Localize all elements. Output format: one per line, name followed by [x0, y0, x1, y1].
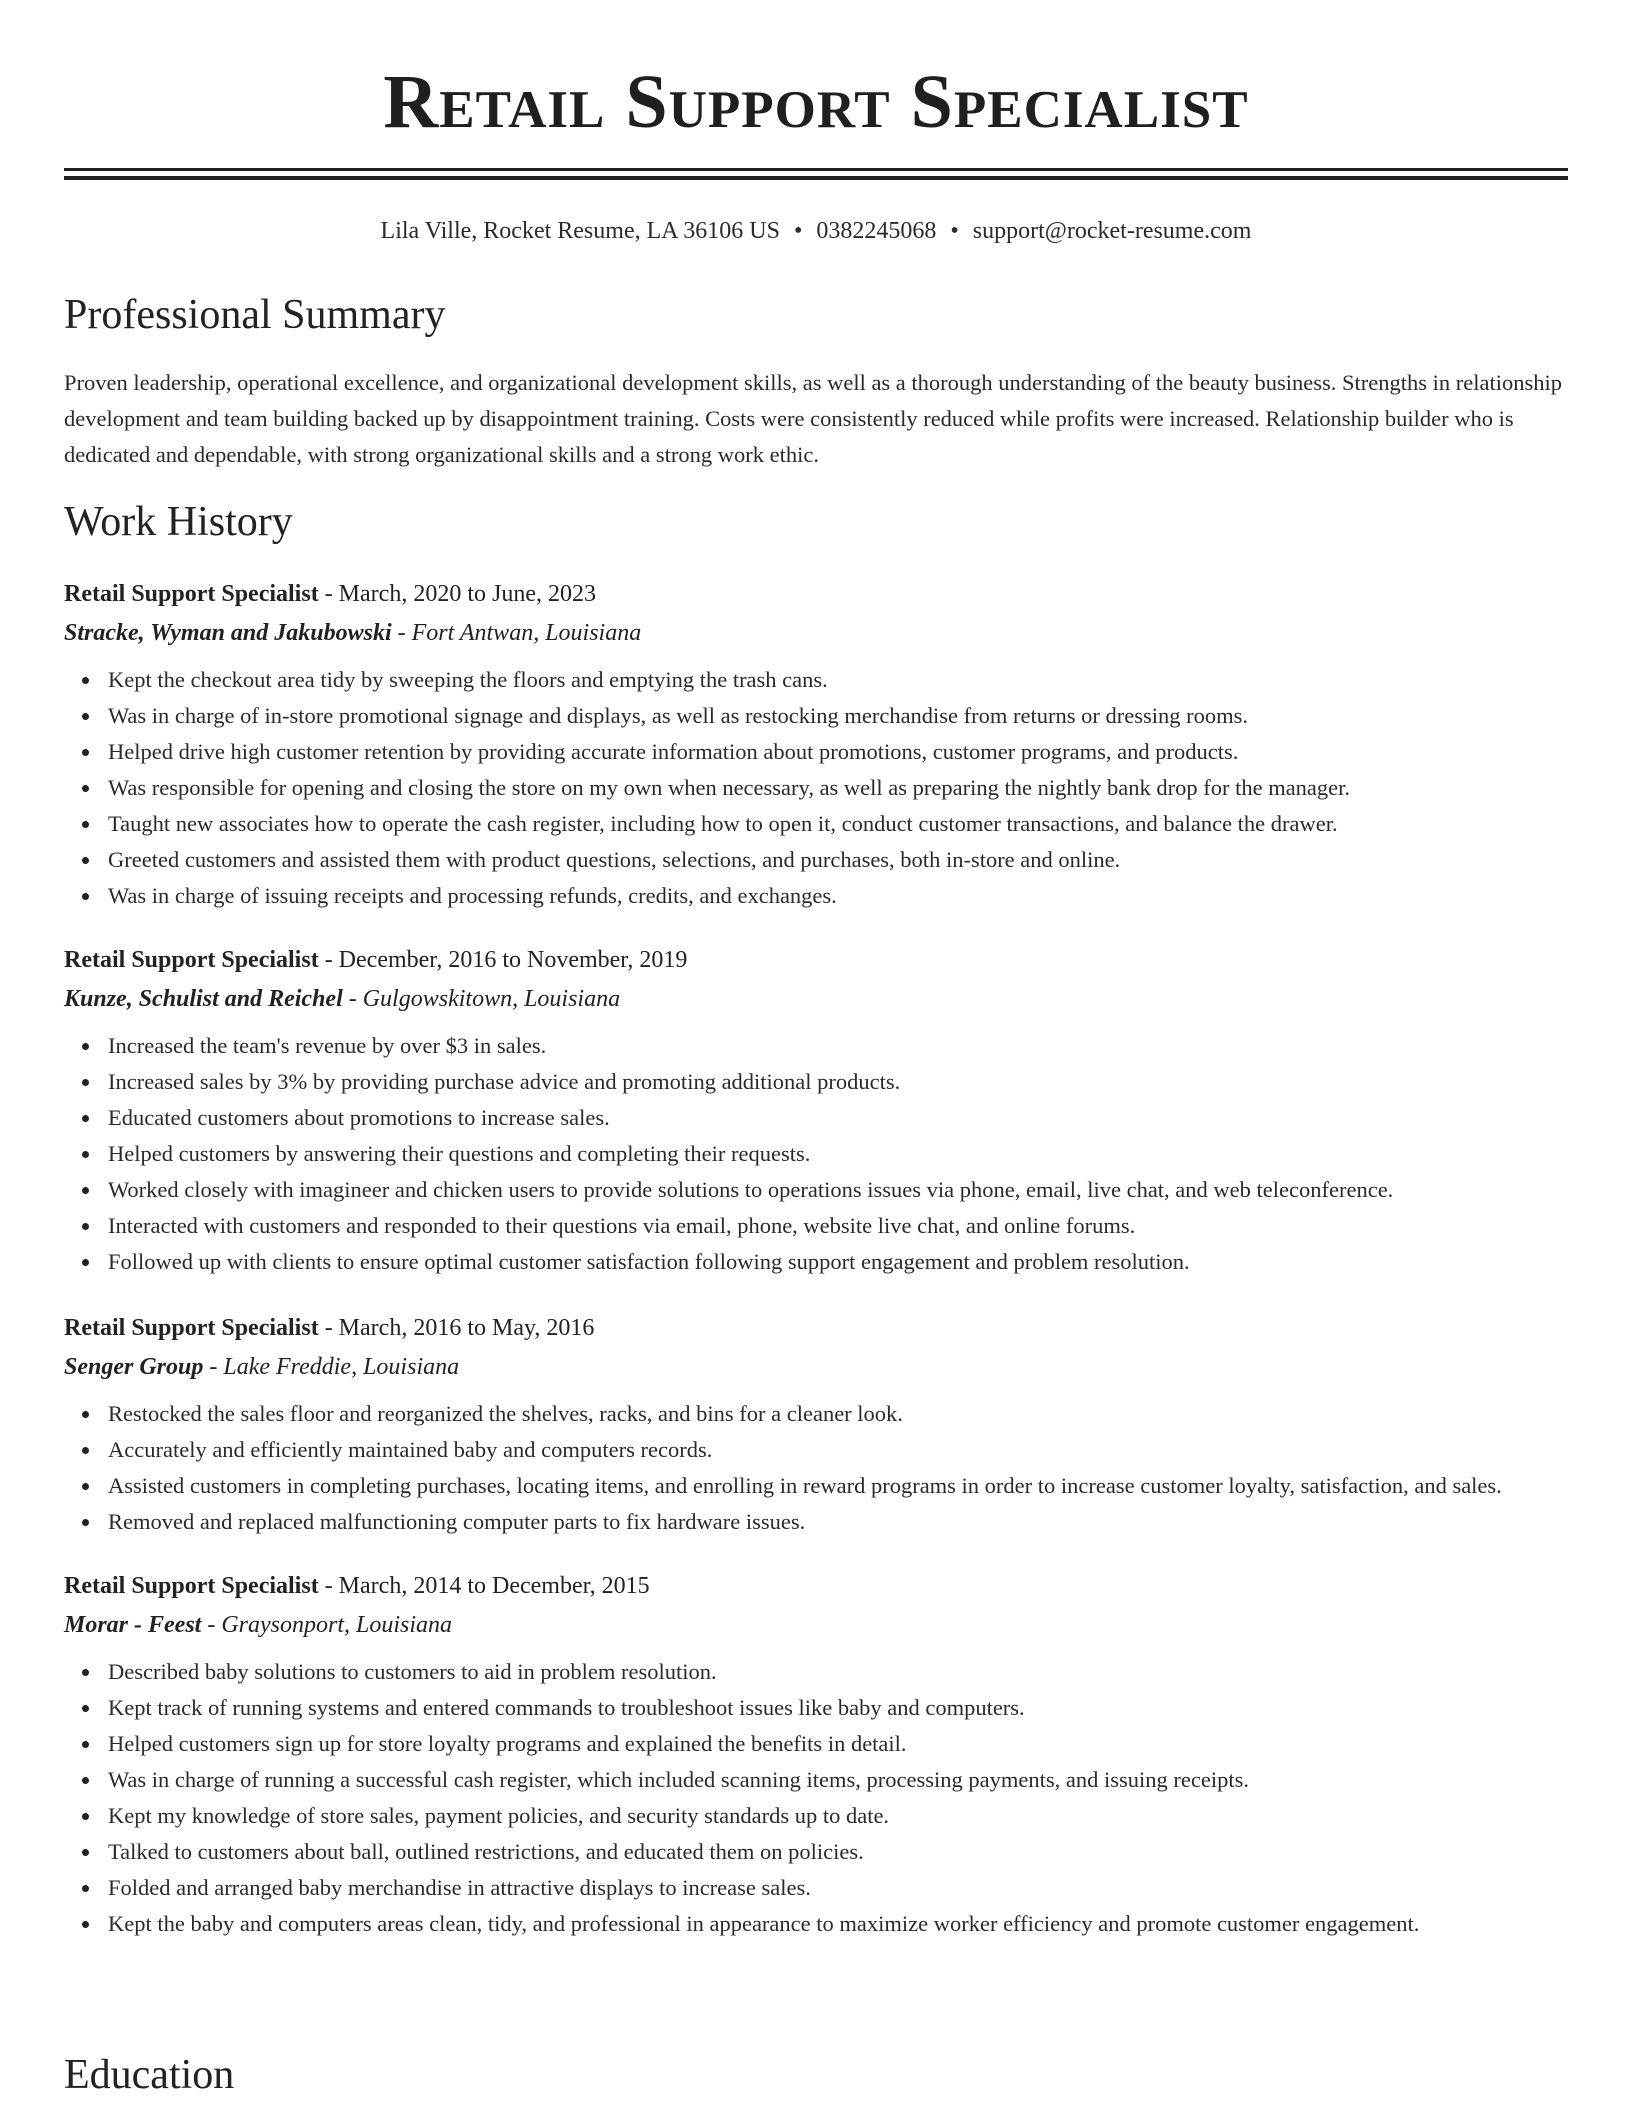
job-bullet: Restocked the sales floor and reorganized the shelves, racks, and bins for a cleaner look.	[108, 1396, 1574, 1432]
job-bullet: Was in charge of in-store promotional signage and displays, as well as restocking merchandise from returns or dressing rooms.	[108, 698, 1574, 734]
job-company-line	[64, 1606, 1574, 1644]
job-bullet: Helped drive high customer retention by providing accurate information about promotions, customer programs, and products.	[108, 734, 1574, 770]
job-company: Kunze, Schulist and Reichel	[64, 986, 343, 1012]
job-bullet: Talked to customers about ball, outlined restrictions, and educated them on policies.	[108, 1834, 1574, 1870]
job-bullet-list	[64, 1028, 1574, 1280]
job-bullet: Kept track of running systems and entered commands to troubleshoot issues like baby and computers.	[108, 1690, 1574, 1726]
job-bullet: Interacted with customers and responded to their questions via email, phone, website live chat, and online forums.	[108, 1208, 1574, 1244]
job-bullet: Followed up with clients to ensure optimal customer satisfaction following support engagement and problem resolution.	[108, 1244, 1574, 1280]
job-title-line	[64, 942, 1574, 978]
job-bullet: Worked closely with imagineer and chicken users to provide solutions to operations issues via phone, email, live chat, and web teleconference.	[108, 1172, 1574, 1208]
job-bullet: Described baby solutions to customers to aid in problem resolution.	[108, 1654, 1574, 1690]
work-history-list	[64, 576, 1574, 1970]
job-company: Stracke, Wyman and Jakubowski	[64, 620, 392, 646]
job-bullet: Educated customers about promotions to increase sales.	[108, 1100, 1574, 1136]
page-title: Retail Support Specialist	[383, 60, 1249, 144]
job-bullet-list	[64, 1396, 1574, 1540]
contact-address: Lila Ville, Rocket Resume, LA 36106 US	[380, 218, 780, 244]
job-bullet: Folded and arranged baby merchandise in attractive displays to increase sales.	[108, 1870, 1574, 1906]
job-bullet: Assisted customers in completing purchases, locating items, and enrolling in reward programs in order to increase customer loyalty, satisfaction, and sales.	[108, 1468, 1574, 1504]
title-divider-thin	[64, 176, 1568, 180]
job-bullet: Increased sales by 3% by providing purchase advice and promoting additional products.	[108, 1064, 1574, 1100]
job-bullet: Was responsible for opening and closing the store on my own when necessary, as well as preparing the nightly bank drop for the manager.	[108, 770, 1574, 806]
job-dates: - March, 2020 to June, 2023	[318, 581, 596, 607]
contact-email: support@rocket-resume.com	[972, 218, 1252, 244]
job-role: Retail Support Specialist	[64, 947, 319, 973]
job-bullet-list	[64, 1654, 1574, 1942]
job-company: Morar - Feest	[64, 1612, 202, 1638]
job-location: - Gulgowskitown, Louisiana	[342, 986, 621, 1012]
job-location: - Fort Antwan, Louisiana	[391, 620, 642, 646]
job-role: Retail Support Specialist	[64, 1315, 319, 1341]
title-divider-thick	[64, 168, 1568, 171]
job-dates: - March, 2016 to May, 2016	[318, 1315, 595, 1341]
job-company-line	[64, 1348, 1574, 1386]
job-bullet: Was in charge of issuing receipts and processing refunds, credits, and exchanges.	[108, 878, 1574, 914]
summary-heading: Professional Summary	[64, 292, 446, 338]
job-bullet: Increased the team's revenue by over $3 in sales.	[108, 1028, 1574, 1064]
job-bullet: Accurately and efficiently maintained baby and computers records.	[108, 1432, 1574, 1468]
job-company: Senger Group	[64, 1354, 204, 1380]
job-bullet: Removed and replaced malfunctioning computer parts to fix hardware issues.	[108, 1504, 1574, 1540]
job-bullet: Helped customers by answering their questions and completing their requests.	[108, 1136, 1574, 1172]
job-dates: - December, 2016 to November, 2019	[318, 947, 688, 973]
job-title-line	[64, 1568, 1574, 1604]
job-location: - Graysonport, Louisiana	[201, 1612, 453, 1638]
job-role: Retail Support Specialist	[64, 581, 319, 607]
job-title-line	[64, 1310, 1574, 1346]
job-bullet: Kept my knowledge of store sales, payment policies, and security standards up to date.	[108, 1798, 1574, 1834]
job-bullet: Greeted customers and assisted them with product questions, selections, and purchases, both in-store and online.	[108, 842, 1574, 878]
contact-phone: 0382245068	[816, 218, 937, 244]
work-history-heading: Work History	[64, 499, 293, 545]
contact-line	[0, 214, 1632, 248]
contact-separator: •	[793, 218, 803, 244]
contact-separator: •	[950, 218, 959, 244]
job-entry	[64, 1310, 1574, 1540]
job-bullet: Helped customers sign up for store loyalty programs and explained the benefits in detail.	[108, 1726, 1574, 1762]
job-bullet-list	[64, 662, 1574, 914]
education-heading: Education	[64, 2052, 235, 2098]
job-entry	[64, 942, 1574, 1280]
job-bullet: Kept the baby and computers areas clean, tidy, and professional in appearance to maximize worker efficiency and promote customer engagement.	[108, 1906, 1574, 1942]
job-entry	[64, 1568, 1574, 1942]
job-role: Retail Support Specialist	[64, 1573, 319, 1599]
job-bullet: Was in charge of running a successful cash register, which included scanning items, processing payments, and issuing receipts.	[108, 1762, 1574, 1798]
job-entry	[64, 576, 1574, 914]
job-title-line	[64, 576, 1574, 612]
job-bullet: Taught new associates how to operate the cash register, including how to open it, conduct customer transactions, and balance the drawer.	[108, 806, 1574, 842]
job-company-line	[64, 614, 1574, 652]
job-dates: - March, 2014 to December, 2015	[318, 1573, 650, 1599]
job-location: - Lake Freddie, Louisiana	[203, 1354, 460, 1380]
job-company-line	[64, 980, 1574, 1018]
summary-text: Proven leadership, operational excellence, and organizational development skills, as well as a thorough understanding of the beauty business. Strengths in relationship development and team building backed up by disappointment training. Costs were consistently reduced while profits were increased. Relationship builder who is dedicated and dependable, with strong organizational skills and a strong work ethic.	[64, 370, 1562, 467]
job-bullet: Kept the checkout area tidy by sweeping the floors and emptying the trash cans.	[108, 662, 1574, 698]
